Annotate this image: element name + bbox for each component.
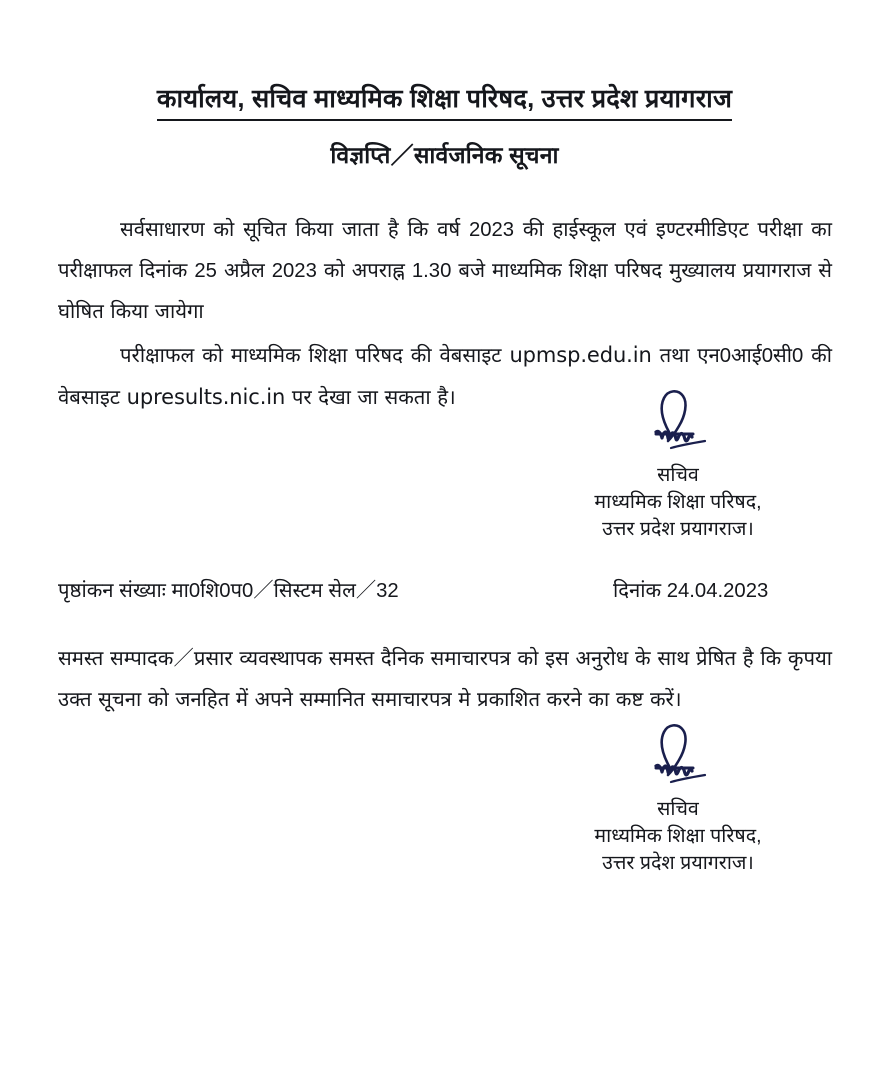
endorsement-date: दिनांक 24.04.2023: [613, 580, 769, 602]
handwritten-signature-icon: [623, 388, 733, 460]
document-subheading: विज्ञप्ति／सार्वजनिक सूचना: [330, 142, 559, 168]
handwritten-signature-icon: [623, 722, 733, 794]
paragraph-2-text-part-1: परीक्षाफल को माध्यमिक शिक्षा परिषद की वेबसाइट: [120, 345, 510, 368]
page-title: कार्यालय, सचिव माध्यमिक शिक्षा परिषद, उत्तर प्रदेश प्रयागराज: [157, 84, 732, 121]
upresults-website-url: upresults.nic.in: [126, 385, 286, 410]
upmsp-website-url: upmsp.edu.in: [509, 343, 652, 368]
notice-paragraph-1: सर्वसाधारण को सूचित किया जाता है कि वर्ष 2023 की हाईस्कूल एवं इण्टरमीडिएट परीक्षा का परीक्षाफल दिनांक 25 अप्रैल 2023 को अपराह्न 1.30 बजे माध्यमिक शिक्षा परिषद मुख्यालय प्रयागराज से घोषित किया जायेगा: [58, 219, 832, 324]
signatory-designation: सचिव: [657, 798, 699, 820]
signature-caption-secondary: [528, 796, 828, 877]
paragraph-2-text-part-2: तथा एन0आई0सी0 की वेबसाइट: [58, 345, 832, 410]
signatory-office-line-1: माध्यमिक शिक्षा परिषद,: [594, 825, 762, 847]
document-heading: [0, 84, 889, 121]
signatory-office-line-2: उत्तर प्रदेश प्रयागराज।: [602, 852, 754, 874]
signature-block-secondary: [528, 722, 828, 877]
signature-caption-primary: [528, 462, 828, 543]
signatory-designation: सचिव: [657, 464, 699, 486]
signatory-office-line-1: माध्यमिक शिक्षा परिषद,: [594, 491, 762, 513]
endorsement-number: पृष्ठांकन संख्याः मा0शि0प0／सिस्टम सेल／32: [58, 580, 399, 602]
paragraph-2-text-part-3: पर देखा जा सकता है।: [285, 387, 456, 410]
notice-paragraph-3: समस्त सम्पादक／प्रसार व्यवस्थापक समस्त दैनिक समाचारपत्र को इस अनुरोध के साथ प्रेषित है कि कृपया उक्त सूचना को जनहित में अपने सम्मानित समाचारपत्र मे प्रकाशित करने का कष्ट करें।: [58, 648, 832, 712]
signatory-office-line-2: उत्तर प्रदेश प्रयागराज।: [602, 518, 754, 540]
signature-block-primary: [528, 388, 828, 543]
